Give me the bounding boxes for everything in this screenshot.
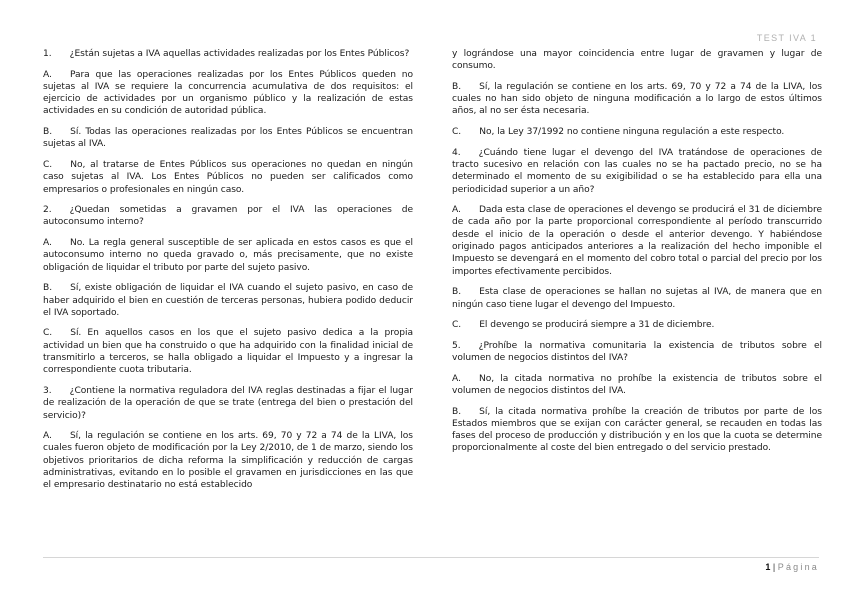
page-footer [765, 562, 819, 572]
paragraph: B. Esta clase de operaciones se hallan no sujetas al IVA, de manera que en ningún caso tiene lugar el devengo del Impuesto. [452, 287, 822, 310]
page-word: Página [777, 562, 819, 572]
paragraph: C. El devengo se producirá siempre a 31 de diciembre. [452, 320, 715, 331]
paragraph: B. Sí, la citada normativa prohíbe la creación de tributos por parte de los Estados miembros que se exijan con carácter general, se recauden en todas las fases del proceso de producción y distribución y en los que la cuota se determine proporcionalmente al coste del bien entregado o del servicio prestado. [452, 406, 822, 454]
paragraph: 2. ¿Quedan sometidas a gravamen por el IVA las operaciones de autoconsumo interno? [43, 205, 413, 228]
paragraph: A. No, la citada normativa no prohíbe la existencia de tributos sobre el volumen de negocios distintos del IVA. [452, 373, 822, 396]
paragraph: 3. ¿Contiene la normativa reguladora del IVA reglas destinadas a fijar el lugar de realización de la operación de que se trate (entrega del bien o prestación del servicio)? [43, 385, 413, 421]
paragraph: 4. ¿Cuándo tiene lugar el devengo del IVA tratándose de operaciones de tracto sucesivo en relación con las cuales no se ha pactado precio, no se ha determinado el momento de su exigibilidad o se ha establecido para ella una periodicidad superior a un año? [452, 147, 822, 195]
paragraph: A. No. La regla general susceptible de ser aplicada en estos casos es que el autoconsumo interno no queda gravado o, más precisamente, que no existe obligación de liquidar el tributo por parte del sujeto pasivo. [43, 238, 413, 273]
paragraph: B. Sí, la regulación se contiene en los arts. 69, 70 y 72 a 74 de la LIVA, los cuales no han sido objeto de ninguna modificación a lo largo de estos últimos años, al no ser ésta necesaria. [452, 81, 822, 117]
paragraph: A. Sí, la regulación se contiene en los arts. 69, 70 y 72 a 74 de la LIVA, los cuales fueron objeto de modificación por la Ley 2/2010, de 1 de marzo, siendo los objetivos prioritarios de dicha reforma la simplificación y reducción de cargas administrativas, evitando en lo posible el gravamen en jurisdicciones en las que el empresario destinatario no está establecido [43, 431, 413, 491]
paragraph: C. No, al tratarse de Entes Públicos sus operaciones no quedan en ningún caso sujetas al IVA. Los Entes Públicos no pueden ser calificados como empresarios o profesionales en ningún caso. [43, 159, 413, 195]
footer-divider [43, 557, 819, 558]
paragraph: A. Dada esta clase de operaciones el devengo se producirá el 31 de diciembre de cada año por la parte proporcional correspondiente al período transcurrido desde el inicio de la operación o desde el anterior devengo. Y habiéndose originado pagos anticipados anteriores a la realización del hecho imponible el Impuesto se devengará en el momento del cobro total o parcial del precio por los importes efectivamente percibidos. [452, 205, 822, 277]
paragraph: 1. ¿Están sujetas a IVA aquellas actividades realizadas por los Entes Públicos? [43, 49, 410, 59]
page-number: 1 [765, 562, 771, 572]
paragraph: C. No, la Ley 37/1992 no contiene ninguna regulación a este respecto. [452, 127, 785, 138]
footer-separator: | [770, 562, 778, 572]
paragraph: C. Sí. En aquellos casos en los que el sujeto pasivo dedica a la propia actividad un bien que ha construido o que ha adquirido con la finalidad inicial de transmitirlo a terceros, se halla obligado a liquidar el Impuesto y a ingresar la correspondiente cuota tributaria. [43, 328, 413, 376]
paragraph: 5. ¿Prohíbe la normativa comunitaria la existencia de tributos sobre el volumen de negocios distintos del IVA? [452, 340, 822, 364]
left-column [43, 48, 413, 500]
paragraph: y lográndose una mayor coincidencia entre lugar de gravamen y lugar de consumo. [452, 49, 822, 72]
paragraph: B. Sí. Todas las operaciones realizadas por los Entes Públicos se encuentran sujetas al IVA. [43, 127, 413, 150]
header-title: TEST IVA 1 [756, 33, 817, 43]
paragraph: A. Para que las operaciones realizadas por los Entes Públicos queden no sujetas al IVA se requiere la concurrencia acumulativa de dos requisitos: el ejercicio de actividades por un organismo público y la realización de estas actividades en su condición de autoridad pública. [43, 69, 413, 117]
right-column [452, 48, 822, 463]
paragraph: B. Sí, existe obligación de liquidar el IVA cuando el sujeto pasivo, en caso de haber adquirido el bien en cuestión de terceras personas, hubiera podido deducir el IVA soportado. [43, 283, 413, 318]
